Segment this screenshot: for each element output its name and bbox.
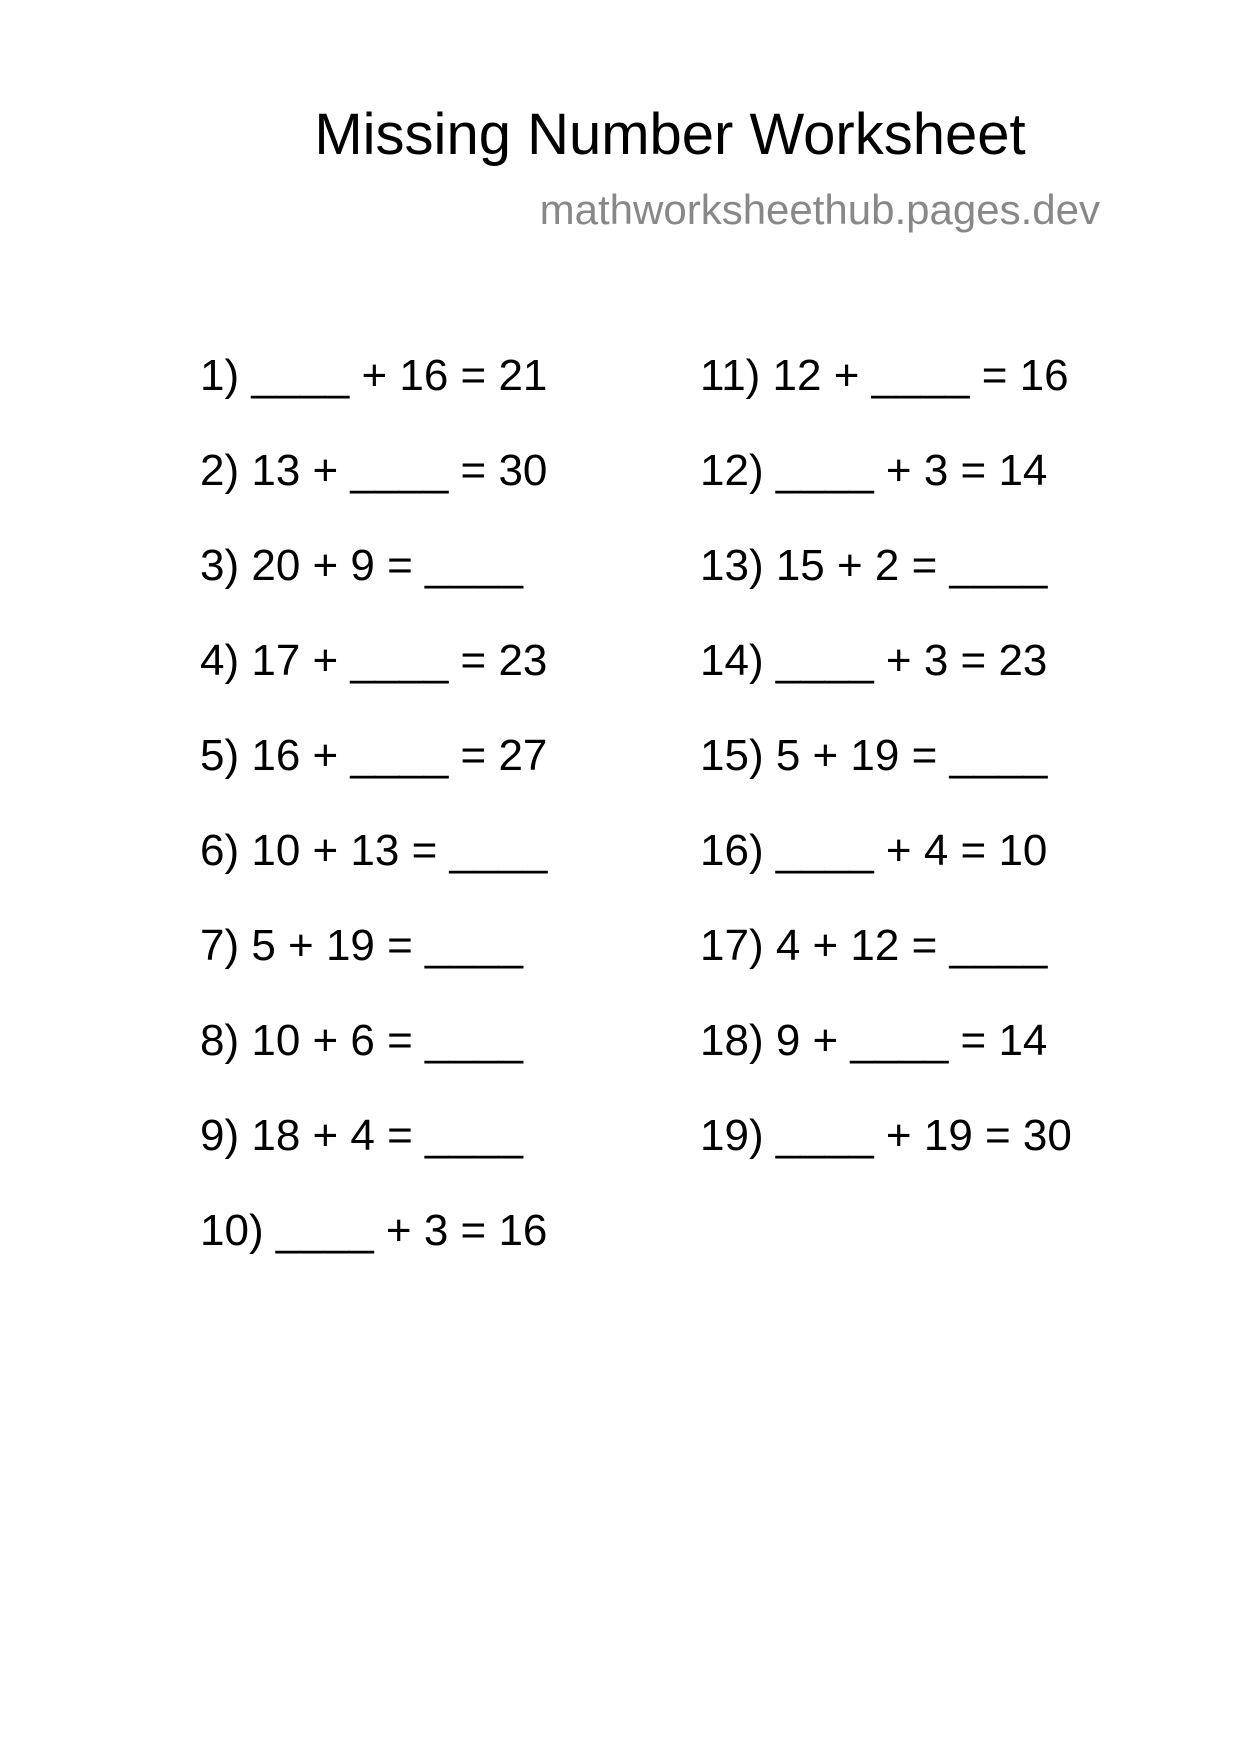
problem-19: 19) ____ + 19 = 30 [700, 1111, 1072, 1160]
problem-17: 17) 4 + 12 = ____ [700, 921, 1048, 970]
problem-12: 12) ____ + 3 = 14 [700, 446, 1048, 495]
problem-11: 11) 12 + ____ = 16 [700, 351, 1069, 400]
problem-2: 2) 13 + ____ = 30 [200, 446, 548, 495]
problems-column-right [700, 348, 1072, 1203]
problem-4: 4) 17 + ____ = 23 [200, 636, 548, 685]
problem-3: 3) 20 + 9 = ____ [200, 541, 523, 590]
problem-6: 6) 10 + 13 = ____ [200, 826, 548, 875]
worksheet-title: Missing Number Worksheet [314, 102, 1026, 167]
problem-15: 15) 5 + 19 = ____ [700, 731, 1048, 780]
problem-13: 13) 15 + 2 = ____ [700, 541, 1048, 590]
problem-9: 9) 18 + 4 = ____ [200, 1111, 523, 1160]
problem-16: 16) ____ + 4 = 10 [700, 826, 1048, 875]
problem-14: 14) ____ + 3 = 23 [700, 636, 1048, 685]
problem-18: 18) 9 + ____ = 14 [700, 1016, 1048, 1065]
problems-column-left [200, 348, 547, 1298]
website-url: mathworksheethub.pages.dev [539, 186, 1100, 233]
problem-1: 1) ____ + 16 = 21 [200, 351, 548, 400]
problem-8: 8) 10 + 6 = ____ [200, 1016, 523, 1065]
problem-5: 5) 16 + ____ = 27 [200, 731, 548, 780]
problem-10: 10) ____ + 3 = 16 [200, 1206, 548, 1255]
problem-7: 7) 5 + 19 = ____ [200, 921, 523, 970]
